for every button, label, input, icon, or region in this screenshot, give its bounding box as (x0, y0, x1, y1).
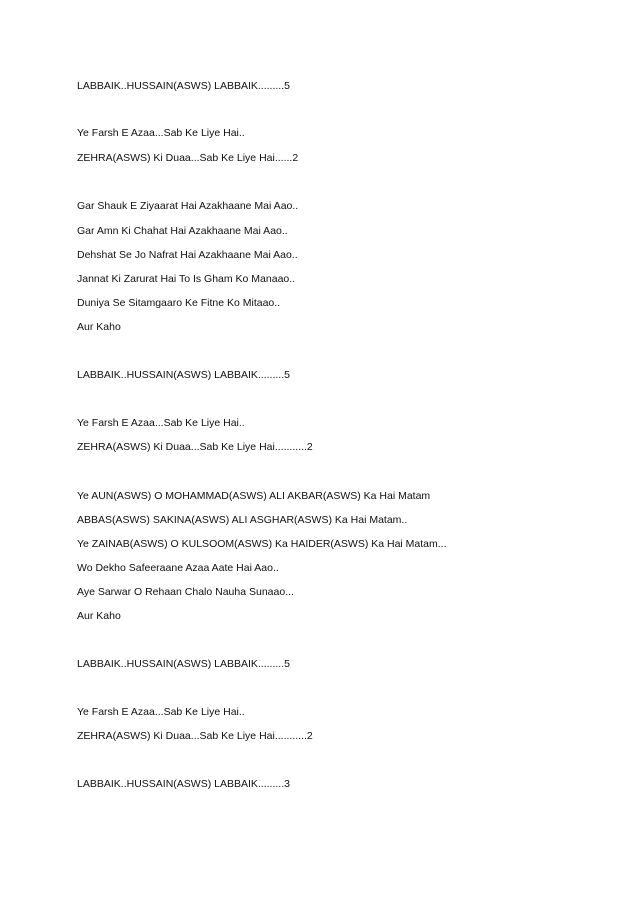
verse-line: Duniya Se Sitamgaaro Ke Fitne Ko Mitaao.. (77, 297, 281, 309)
chorus-line: LABBAIK..HUSSAIN(ASWS) LABBAIK.........5 (77, 80, 290, 92)
verse-line: Gar Amn Ki Chahat Hai Azakhaane Mai Aao.. (77, 225, 288, 237)
verse-line: Gar Shauk E Ziyaarat Hai Azakhaane Mai Aao.. (77, 200, 299, 212)
chorus-line: LABBAIK..HUSSAIN(ASWS) LABBAIK.........5 (77, 369, 290, 381)
refrain-line: ZEHRA(ASWS) Ki Duaa...Sab Ke Liye Hai......2 (77, 152, 299, 164)
refrain-line: ZEHRA(ASWS) Ki Duaa...Sab Ke Liye Hai...........2 (77, 441, 313, 453)
verse-line: Wo Dekho Safeeraane Azaa Aate Hai Aao.. (77, 562, 279, 574)
refrain-line: ZEHRA(ASWS) Ki Duaa...Sab Ke Liye Hai...........2 (77, 730, 313, 742)
verse-line: Ye AUN(ASWS) O MOHAMMAD(ASWS) ALI AKBAR(ASWS) Ka Hai Matam (77, 490, 431, 502)
chorus-line: LABBAIK..HUSSAIN(ASWS) LABBAIK.........5 (77, 658, 290, 670)
refrain-line: Ye Farsh E Azaa...Sab Ke Liye Hai.. (77, 706, 245, 718)
verse-line: Dehshat Se Jo Nafrat Hai Azakhaane Mai Aao.. (77, 249, 298, 261)
verse-line: Ye ZAINAB(ASWS) O KULSOOM(ASWS) Ka HAIDER(ASWS) Ka Hai Matam... (77, 538, 447, 550)
refrain-line: Ye Farsh E Azaa...Sab Ke Liye Hai.. (77, 127, 245, 139)
verse-line: Aur Kaho (77, 610, 121, 622)
refrain-line: Ye Farsh E Azaa...Sab Ke Liye Hai.. (77, 417, 245, 429)
verse-line: Aur Kaho (77, 321, 121, 333)
verse-line: Jannat Ki Zarurat Hai To Is Gham Ko Manaao.. (77, 273, 296, 285)
chorus-line: LABBAIK..HUSSAIN(ASWS) LABBAIK.........3 (77, 778, 290, 790)
verse-line: ABBAS(ASWS) SAKINA(ASWS) ALI ASGHAR(ASWS) Ka Hai Matam.. (77, 514, 408, 526)
verse-line: Aye Sarwar O Rehaan Chalo Nauha Sunaao... (77, 586, 294, 598)
